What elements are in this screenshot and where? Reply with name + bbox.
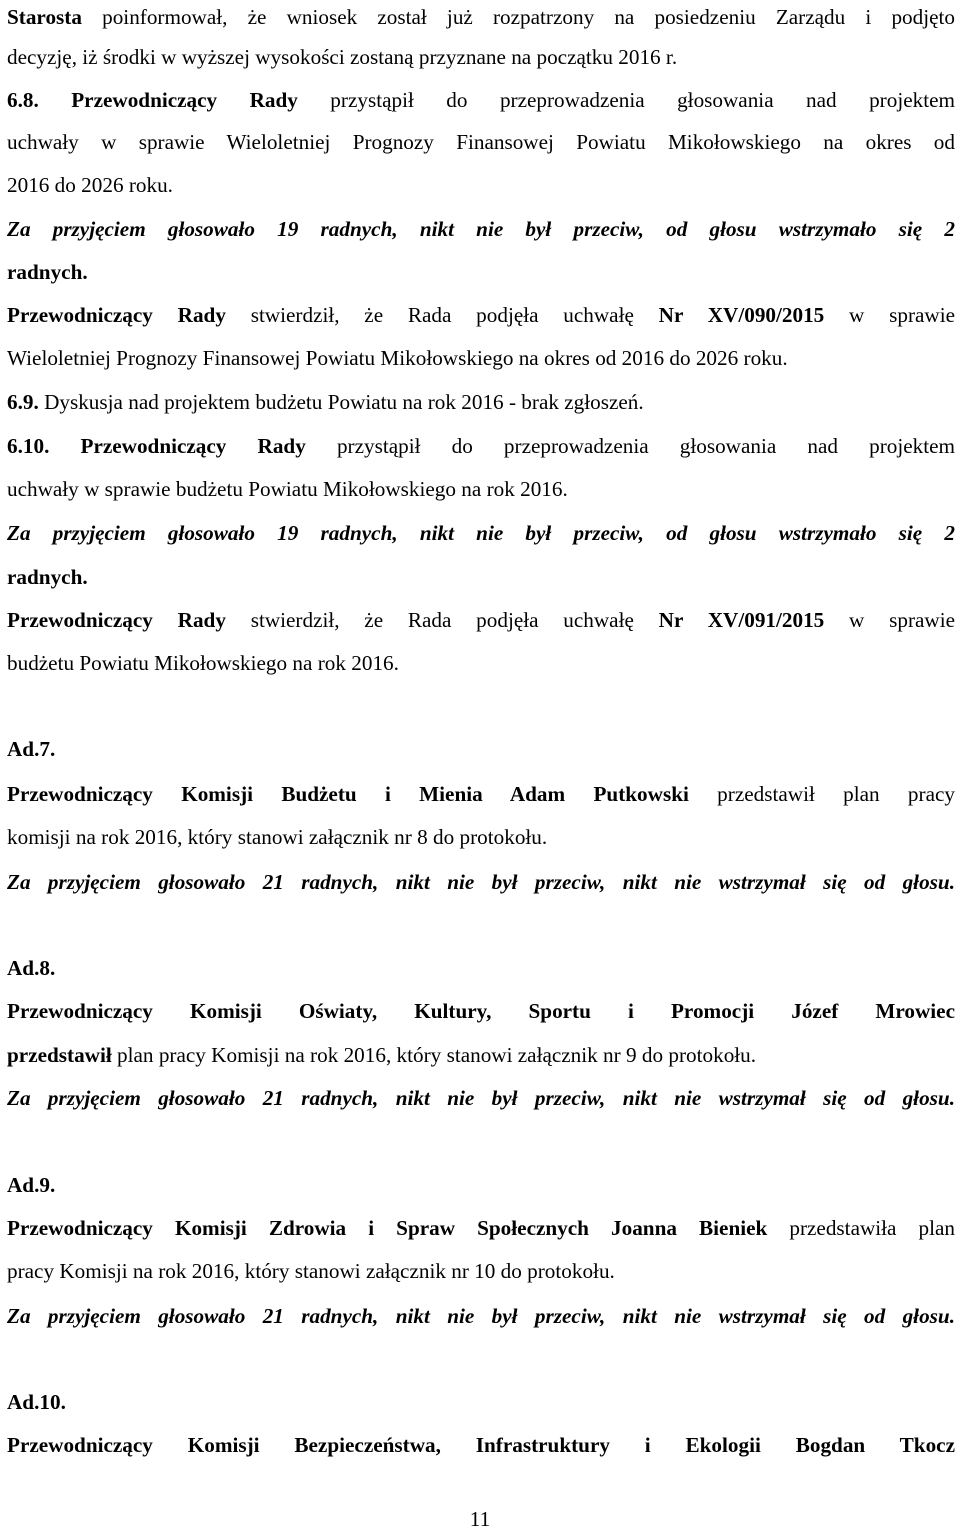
vote-result: Za przyjęciem głosowało 21 radnych, nikt nie był przeciw, nikt nie wstrzymał się od głosu. [7, 1304, 955, 1328]
section-heading: Ad.9. [7, 1173, 56, 1197]
section-heading: Ad.7. [7, 737, 56, 761]
section-heading: Ad.8. [7, 956, 56, 980]
text-line: uchwały w sprawie budżetu Powiatu Mikołowskiego na rok 2016. [7, 477, 568, 501]
vote-result: radnych. [7, 260, 88, 284]
vote-result: Za przyjęciem głosowało 19 radnych, nikt nie był przeciw, od głosu wstrzymało się 2 [7, 521, 955, 545]
text-line: Przewodniczący Komisji Zdrowia i Spraw Społecznych Joanna Bieniek przedstawiła plan [7, 1216, 955, 1240]
text-line: decyzję, iż środki w wyższej wysokości zostaną przyznane na początku 2016 r. [7, 45, 678, 69]
vote-result: radnych. [7, 565, 88, 589]
text-line: pracy Komisji na rok 2016, który stanowi załącznik nr 10 do protokołu. [7, 1259, 615, 1283]
text-line: 2016 do 2026 roku. [7, 173, 173, 197]
text-line: Przewodniczący Komisji Budżetu i Mienia Adam Putkowski przedstawił plan pracy [7, 782, 955, 806]
section-heading: Ad.10. [7, 1390, 66, 1414]
text-line: 6.10. Przewodniczący Rady przystąpił do przeprowadzenia głosowania nad projektem [7, 434, 955, 458]
text-line: uchwały w sprawie Wieloletniej Prognozy Finansowej Powiatu Mikołowskiego na okres od [7, 130, 955, 154]
text-line: Przewodniczący Komisji Oświaty, Kultury, Sportu i Promocji Józef Mrowiec [7, 999, 955, 1023]
text-line: budżetu Powiatu Mikołowskiego na rok 2016. [7, 651, 399, 675]
text-line: Przewodniczący Komisji Bezpieczeństwa, Infrastruktury i Ekologii Bogdan Tkocz [7, 1433, 955, 1457]
text-line: komisji na rok 2016, który stanowi załącznik nr 8 do protokołu. [7, 825, 548, 849]
text-line: 6.8. Przewodniczący Rady przystąpił do przeprowadzenia głosowania nad projektem [7, 88, 955, 112]
text-line: Starosta poinformował, że wniosek został już rozpatrzony na posiedzeniu Zarządu i podjęto [7, 5, 955, 29]
text-line: Przewodniczący Rady stwierdził, że Rada podjęła uchwałę Nr XV/091/2015 w sprawie [7, 608, 955, 632]
vote-result: Za przyjęciem głosowało 19 radnych, nikt nie był przeciw, od głosu wstrzymało się 2 [7, 217, 955, 241]
text-line: Przewodniczący Rady stwierdził, że Rada podjęła uchwałę Nr XV/090/2015 w sprawie [7, 303, 955, 327]
page-number: 11 [469, 1507, 491, 1531]
vote-result: Za przyjęciem głosowało 21 radnych, nikt nie był przeciw, nikt nie wstrzymał się od głosu. [7, 870, 955, 894]
text-line: Wieloletniej Prognozy Finansowej Powiatu Mikołowskiego na okres od 2016 do 2026 roku. [7, 346, 788, 370]
text-line: przedstawił plan pracy Komisji na rok 2016, który stanowi załącznik nr 9 do protokołu. [7, 1043, 757, 1067]
text-line: 6.9. Dyskusja nad projektem budżetu Powiatu na rok 2016 - brak zgłoszeń. [7, 390, 644, 414]
vote-result: Za przyjęciem głosowało 21 radnych, nikt nie był przeciw, nikt nie wstrzymał się od głosu. [7, 1086, 955, 1110]
